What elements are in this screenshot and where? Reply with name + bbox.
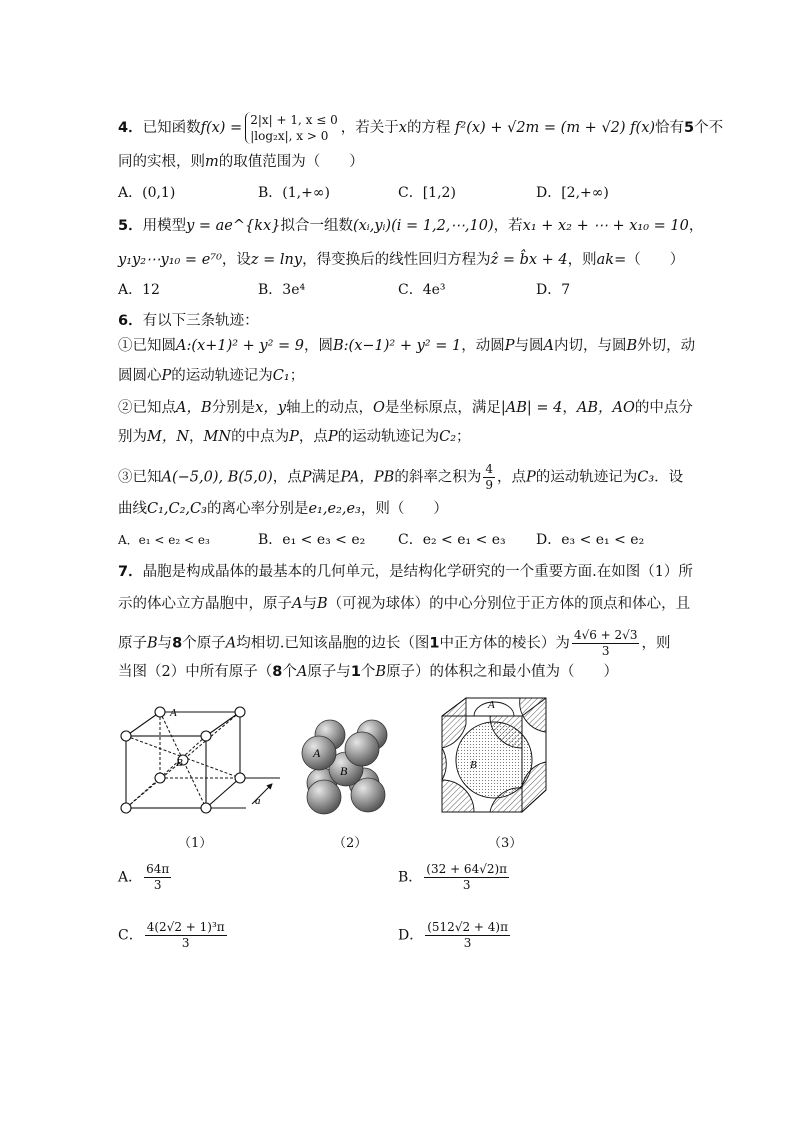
q5-option-b: B．3e⁴	[258, 282, 306, 298]
q7-option-d: D． $\frac{(512√2 + 4)\pi}{3}$	[398, 920, 508, 950]
q6-s3-line2: 曲线C₁,C₂,C₃的离心率分别是e₁,e₂,e₃，则（ ）	[118, 501, 448, 517]
q5-option-a: A．12	[118, 282, 160, 298]
q5-line2: y₁y₂⋯y₁₀ = e⁷⁰，设z = lny，得变换后的线性回归方程为ẑ = b̂x + 4，则ak=（ ）	[118, 252, 685, 268]
q6-option-c: C．e₂ < e₁ < e₃	[398, 532, 506, 548]
q6-intro: 6．有以下三条轨迹：	[118, 313, 259, 329]
q7-line2: 示的体心立方晶胞中，原子A与B（可视为球体）的中心分别位于正方体的顶点和体心，且	[118, 596, 691, 612]
q5-option-c: C．4e³	[398, 282, 446, 298]
q6-s1-line1: ①已知圆A:(x+1)² + y² = 9，圆B:(x−1)² + y² = 1，动圆P与圆A内切，与圆B外切，动	[118, 338, 696, 354]
q6-s3-line1: ③已知A(−5,0), B(5,0)，点P满足PA，PB的斜率之积为 $\frac{4}{9}$ ，点P的运动轨迹记为C₃．设	[118, 462, 684, 492]
q6-slope-fraction: $\frac{4}{9}$	[485, 462, 493, 492]
fig2-label-b: B	[340, 764, 348, 778]
figure-2-spheres	[296, 715, 392, 815]
q4-number: 4．	[118, 120, 143, 136]
q4-option-a: A．(0,1)	[118, 185, 176, 201]
q4-piecewise: 2|x| + 1, x ≤ 0 |log₂x|, x > 0	[245, 112, 338, 144]
q4-option-c: C．[1,2)	[398, 185, 456, 201]
q4-function: f(x) =	[200, 120, 243, 136]
figure-2-caption: （2）	[333, 836, 368, 851]
q7-edge-fraction: $\frac{4√6 + 2√3}{3}$	[573, 628, 638, 658]
q6-option-b: B．e₁ < e₃ < e₂	[258, 532, 366, 548]
q6-number: 6．	[118, 313, 143, 329]
q6-s2-line2: 别为M，N，MN的中点为P，点P的运动轨迹记为C₂；	[118, 429, 471, 445]
q7-option-c: C． $\frac{\text{4(2√2 + 1)³π}}{3}$	[118, 920, 225, 950]
q6-option-d: D．e₃ < e₁ < e₂	[536, 532, 645, 548]
q7-option-b: B． $\frac{(32 + 64√2)\pi}{3}$	[398, 862, 508, 892]
q6-option-a: A．e₁ < e₂ < e₃	[118, 533, 210, 547]
fig2-label-a: A	[313, 746, 321, 760]
q6-s1-line2: 圆圆心P的运动轨迹记为C₁；	[118, 368, 305, 384]
fig1-label-a: A	[170, 707, 177, 719]
q7-line3: 原子B与8个原子A均相切.已知该晶胞的边长（图1中正方体的棱长）为 $\frac{4√6 + 2√3}{3}$ ，则	[118, 628, 671, 658]
q4-line1: 4．已知函数f(x) = 2|x| + 1, x ≤ 0 |log₂x|, x > 0 ，若关于x的方程 f²(x) + √2m = (m + √2) f(x)恰有5个不	[118, 113, 724, 143]
q7-number: 7．	[118, 564, 143, 580]
q4-option-d: D．[2,+∞)	[536, 185, 609, 201]
q4-line2: 同的实根，则m的取值范围为（ ）	[118, 154, 364, 170]
q7-line1: 7．晶胞是构成晶体的最基本的几何单元，是结构化学研究的一个重要方面.在如图（1）所	[118, 564, 693, 580]
fig1-label-edge: a	[255, 795, 261, 807]
figure-3-cut-cube	[436, 692, 552, 818]
q4-equation: f²(x) + √2m = (m + √2) f(x)	[455, 120, 656, 136]
fig3-label-b: B	[470, 759, 477, 771]
q6-s2-line1: ②已知点A，B分别是x，y轴上的动点，O是坐标原点，满足|AB| = 4，AB，AO的中点分	[118, 400, 693, 416]
fig1-label-b: B	[176, 757, 183, 769]
q5-number: 5．	[118, 218, 143, 234]
figure-1-cube	[112, 700, 287, 822]
figure-3-caption: （3）	[488, 836, 523, 851]
q5-line1: 5．用模型y = ae^{kx}拟合一组数(xᵢ,yᵢ)(i = 1,2,⋯,10)，若x₁ + x₂ + ⋯ + x₁₀ = 10，	[118, 218, 704, 234]
q7-line4: 当图（2）中所有原子（8个A原子与1个B原子）的体积之和最小值为（ ）	[118, 664, 619, 680]
fig3-label-a: A	[488, 699, 495, 711]
q4-option-b: B．(1,+∞)	[258, 185, 330, 201]
q7-option-a: A． $\frac{64\pi}{3}$	[118, 862, 170, 892]
figure-1-caption: （1）	[178, 836, 213, 851]
q5-option-d: D．7	[536, 282, 571, 298]
